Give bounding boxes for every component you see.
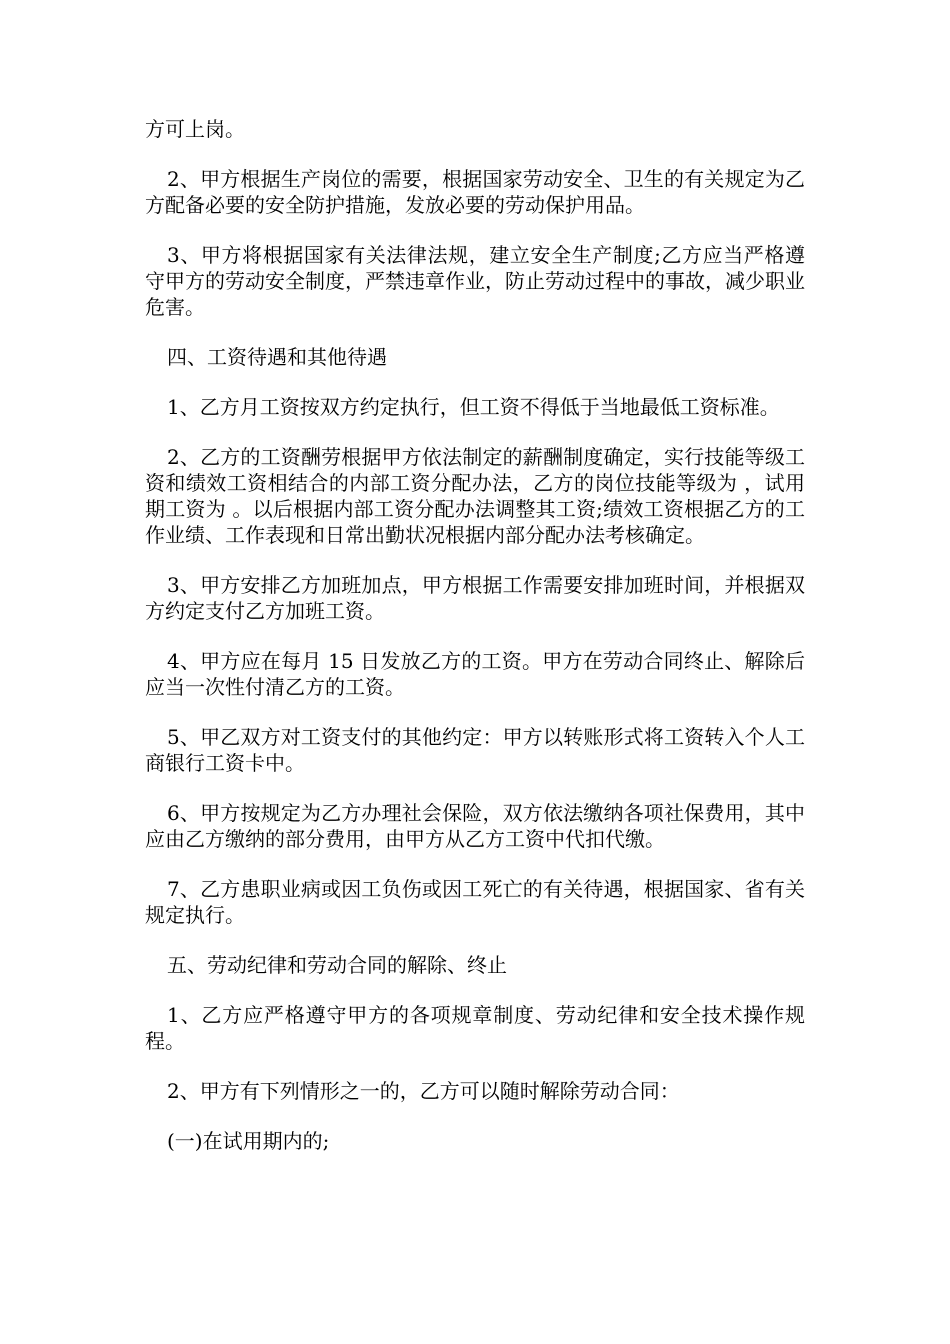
paragraph-continuation: 方可上岗。	[145, 117, 245, 141]
paragraph-wage-structure: 2、乙方的工资酬劳根据甲方依法制定的薪酬制度确定，实行技能等级工资和绩效工资相结合的内部工资分配办法，乙方的岗位技能等级为 ，试用期工资为 。以后根据内部工资分配办法调整其工资;绩效工资根据乙方的工作业绩、工作表现和日常出勤状况根据内部分配办法考核确定。	[145, 445, 805, 547]
paragraph-monthly-wage: 1、乙方月工资按双方约定执行，但工资不得低于当地最低工资标准。	[167, 395, 780, 419]
list-item-probation: (一)在试用期内的;	[167, 1129, 330, 1153]
paragraph-occupational-injury: 7、乙方患职业病或因工负伤或因工死亡的有关待遇，根据国家、省有关规定执行。	[145, 877, 805, 927]
paragraph-payment-method: 5、甲乙双方对工资支付的其他约定：甲方以转账形式将工资转入个人工商银行工资卡中。	[145, 725, 805, 775]
paragraph-social-insurance: 6、甲方按规定为乙方办理社会保险，双方依法缴纳各项社保费用，其中应由乙方缴纳的部分费用，由甲方从乙方工资中代扣代缴。	[145, 801, 805, 851]
paragraph-termination-conditions: 2、甲方有下列情形之一的，乙方可以随时解除劳动合同：	[167, 1079, 680, 1103]
paragraph-payday: 4、甲方应在每月 15 日发放乙方的工资。甲方在劳动合同终止、解除后应当一次性付清乙方的工资。	[145, 649, 805, 699]
paragraph-overtime: 3、甲方安排乙方加班加点，甲方根据工作需要安排加班时间，并根据双方约定支付乙方加班工资。	[145, 573, 805, 623]
paragraph-safety-equipment: 2、甲方根据生产岗位的需要，根据国家劳动安全、卫生的有关规定为乙方配备必要的安全防护措施，发放必要的劳动保护用品。	[145, 167, 805, 217]
paragraph-safety-regulations: 3、甲方将根据国家有关法律法规，建立安全生产制度;乙方应当严格遵守甲方的劳动安全制度，严禁违章作业，防止劳动过程中的事故，减少职业危害。	[145, 243, 805, 319]
section-heading-wages: 四、工资待遇和其他待遇	[167, 345, 387, 369]
paragraph-rules-compliance: 1、乙方应严格遵守甲方的各项规章制度、劳动纪律和安全技术操作规程。	[145, 1003, 805, 1053]
section-heading-discipline: 五、劳动纪律和劳动合同的解除、终止	[167, 953, 507, 977]
document-body	[145, 116, 805, 1178]
